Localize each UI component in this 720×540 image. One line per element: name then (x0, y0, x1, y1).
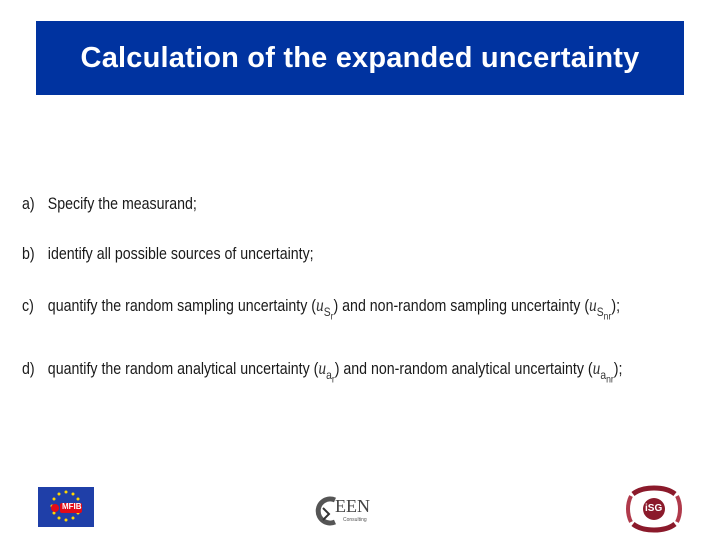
step-marker: d) (22, 360, 35, 378)
title-bar (36, 21, 684, 95)
step-text-after: ); (611, 297, 621, 315)
step-text: identify all possible sources of uncertainty; (47, 245, 314, 263)
step-text-before: quantify the random analytical uncertainty ( (47, 360, 319, 378)
step-text-mid: ) and non-random sampling uncertainty ( (333, 297, 590, 315)
step-c (22, 295, 620, 322)
symbol-u-snr: $u_{S_{nr}}$ (589, 295, 612, 322)
step-marker: a) (22, 195, 35, 213)
step-d (22, 358, 622, 385)
step-marker: b) (22, 245, 35, 263)
isg-logo-text: iSG (645, 503, 663, 514)
een-logo (315, 494, 385, 528)
symbol-u-ar: $u_{a_r}$ (318, 358, 335, 385)
step-marker: c) (22, 297, 34, 315)
symbol-u-sr: $u_{S_r}$ (315, 295, 334, 322)
step-b (22, 245, 314, 264)
step-text: Specify the measurand; (47, 195, 197, 213)
step-text-before: quantify the random sampling uncertainty ( (47, 297, 316, 315)
mfib-logo-text: MFIB (62, 502, 82, 511)
step-text-mid: ) and non-random analytical uncertainty ( (334, 360, 593, 378)
eu-mfib-logo (38, 487, 94, 527)
step-text-after: ); (613, 360, 623, 378)
slide-title: Calculation of the expanded uncertainty (80, 41, 640, 74)
isg-logo (625, 484, 683, 534)
symbol-u-anr: $u_{a_{nr}}$ (592, 358, 614, 385)
een-logo-text: EEN (335, 496, 370, 516)
step-a (22, 195, 197, 214)
een-logo-subtext: Consulting (343, 517, 367, 523)
